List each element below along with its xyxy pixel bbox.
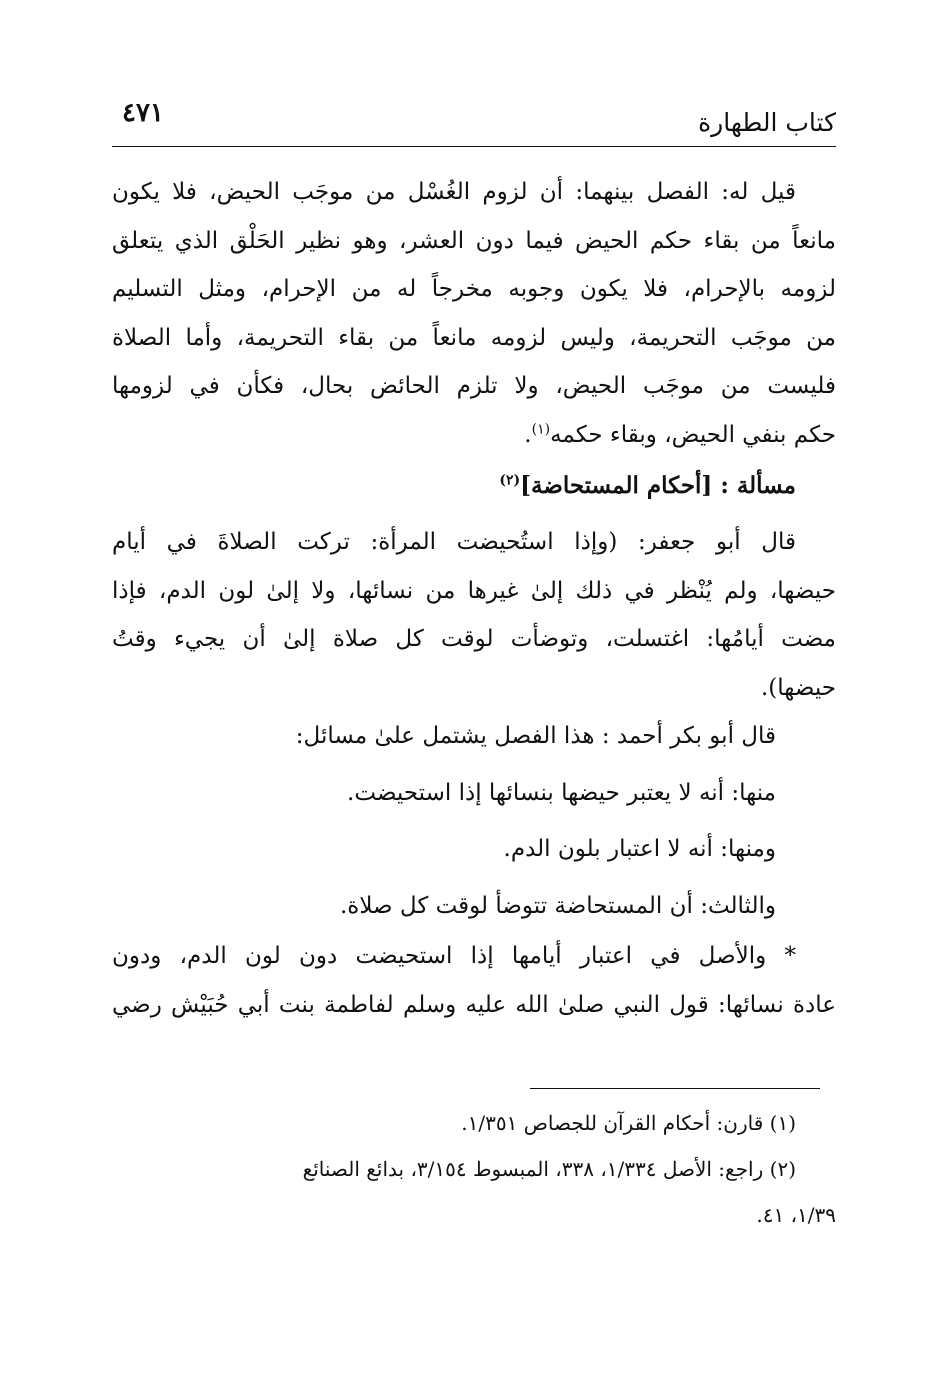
- text-line-part: حكم بنفي الحيض، وبقاء حكمه: [550, 421, 836, 448]
- text-line: قال أبو جعفر: (وإذا استُحيضت المرأة: تركت الصلاةَ في أيام: [112, 529, 796, 555]
- section-heading: [112, 462, 836, 511]
- paragraph-abu-bakr: [112, 712, 836, 930]
- paragraph-evidence: [112, 932, 836, 1029]
- text-line: عادة نسائها: قول النبي صلىٰ الله عليه وسلم لفاطمة بنت أبي حُبَيْش رضي: [112, 991, 836, 1018]
- text-line: لزومه بالإحرام، فلا يكون وجوبه مخرجاً له من الإحرام، ومثل التسليم: [112, 276, 836, 302]
- heading-line: [112, 462, 836, 511]
- footnote-2: (٢) راجع: الأصل ١/٣٣٤، ٣٣٨، المبسوط ٣/١٥٤، بدائع الصنائع: [302, 1157, 796, 1181]
- sentence-end: .: [524, 421, 532, 448]
- paragraph-reply: [112, 168, 836, 459]
- footnote-divider: [530, 1088, 820, 1089]
- issue-item-2: ومنها: أنه لا اعتبار بلون الدم.: [503, 836, 776, 862]
- text-line: من موجَب التحريمة، وليس لزومه مانعاً من بقاء التحريمة، وأما الصلاة: [112, 324, 836, 351]
- text-line: فليست من موجَب الحيض، ولا تلزم الحائض بحال، فكأن في لزومها: [112, 373, 837, 399]
- issue-item-1: منها: أنه لا يعتبر حيضها بنسائها إذا استحيضت.: [347, 779, 776, 806]
- heading-text: مسألة : [أحكام المستحاضة]: [520, 472, 796, 499]
- issue-item-3: والثالث: أن المستحاضة تتوضأ لوقت كل صلاة.: [339, 892, 776, 919]
- page-number: ٤٧١: [122, 98, 164, 128]
- footnote-ref: (٢): [499, 472, 521, 489]
- footnote-1: (١) قارن: أحكام القرآن للجصاص ١/٣٥١.: [461, 1111, 796, 1135]
- footnote-ref: (١): [531, 420, 551, 437]
- footnote-2-continued: ١/٣٩، ٤١.: [756, 1203, 836, 1227]
- text-line: قيل له: الفصل بينهما: أن لزوم الغُسْل من موجَب الحيض، فلا يكون: [112, 179, 796, 205]
- text-line: قال أبو بكر أحمد : هذا الفصل يشتمل علىٰ مسائل:: [295, 723, 776, 749]
- text-line: مضت أيامُها: اغتسلت، وتوضأت لوقت كل صلاة إلىٰ أن يجيء وقتُ: [112, 626, 836, 652]
- paragraph-abu-jafar: [112, 518, 836, 712]
- text-line: [112, 411, 836, 460]
- footnotes: [112, 1100, 836, 1238]
- text-line: مانعاً من بقاء حكم الحيض فيما دون العشر، وهو نظير الحَلْق الذي يتعلق: [112, 227, 836, 254]
- text-line: حيضها، ولم يُنْظر في ذلك إلىٰ غيرها من نسائها، ولا إلىٰ لون الدم، فإذا: [112, 577, 836, 604]
- text-line: حيضها).: [761, 674, 836, 701]
- running-title: كتاب الطهارة: [698, 108, 836, 137]
- page-header: [112, 96, 836, 147]
- text-line: * والأصل في اعتبار أيامها إذا استحيضت دون لون الدم، ودون: [112, 943, 796, 969]
